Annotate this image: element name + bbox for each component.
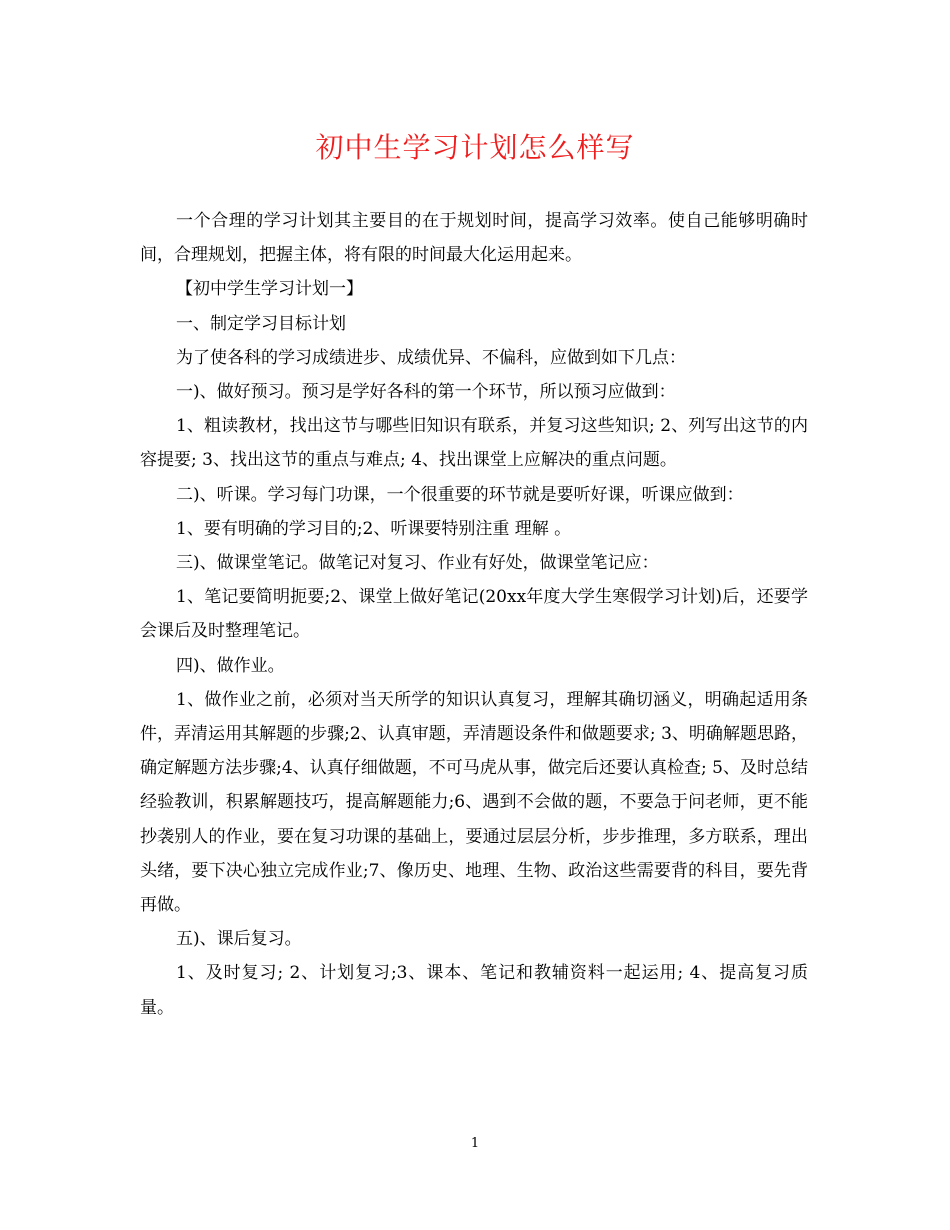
page-number: 1 [470, 1136, 480, 1151]
paragraph-preview-heading: 一)、做好预习。预习是学好各科的第一个环节，所以预习应做到： [176, 382, 676, 403]
paragraph-listening-steps: 1、要有明确的学习目的;2、听课要特别注重 理解 。 [176, 518, 572, 539]
paragraph-goal-heading: 一、制定学习目标计划 [176, 313, 346, 334]
paragraph-notes-heading: 三)、做课堂笔记。做笔记对复习、作业有好处，做课堂笔记应： [176, 553, 659, 574]
paragraph-intro: 一个合理的学习计划其主要目的在于规划时间，提高学习效率。使自己能够明确时间，合理规划，把握主体，将有限的时间最大化运用起来。 [140, 211, 808, 266]
paragraph-review-steps: 1、及时复习; 2、计划复习;3、课本、笔记和教辅资料一起运用; 4、提高复习质量。 [140, 963, 808, 1018]
paragraph-goal-intro: 为了使各科的学习成绩进步、成绩优异、不偏科，应做到如下几点： [176, 347, 686, 368]
document-title: 初中生学习计划怎么样写 [315, 131, 635, 164]
paragraph-listening-heading: 二)、听课。学习每门功课，一个很重要的环节就是要听好课，听课应做到： [176, 484, 744, 505]
paragraph-preview-steps: 1、粗读教材，找出这节与哪些旧知识有联系，并复习这些知识; 2、列写出这节的内容提要; 3、找出这节的重点与难点; 4、找出课堂上应解决的重点问题。 [140, 416, 808, 471]
paragraph-homework-steps: 1、做作业之前，必须对当天所学的知识认真复习，理解其确切涵义，明确起适用条件，弄清运用其解题的步骤;2、认真审题，弄清题设条件和做题要求; 3、明确解题思路，确定解题方法步骤;4、认真仔细做题，不可马虎从事，做完后还要认真检查; 5、及时总结经验教训，积累解题技巧，提高解题能力;6、遇到不会做的题，不要急于问老师，更不能抄袭别人的作业，要在复习功课的基础上，要通过层层分析，步步推理，多方联系，理出头绪，要下决心独立完成作业;7、像历史、地理、生物、政治这些需要背的科目，要先背再做。 [140, 689, 808, 916]
paragraph-section-heading: 【初中学生学习计划一】 [176, 279, 363, 300]
paragraph-homework-heading: 四)、做作业。 [176, 655, 285, 676]
document-body [140, 204, 808, 1025]
paragraph-review-heading: 五)、课后复习。 [176, 929, 302, 950]
paragraph-notes-steps: 1、笔记要简明扼要;2、课堂上做好笔记(20xx年度大学生寒假学习计划)后，还要学会课后及时整理笔记。 [140, 587, 808, 642]
